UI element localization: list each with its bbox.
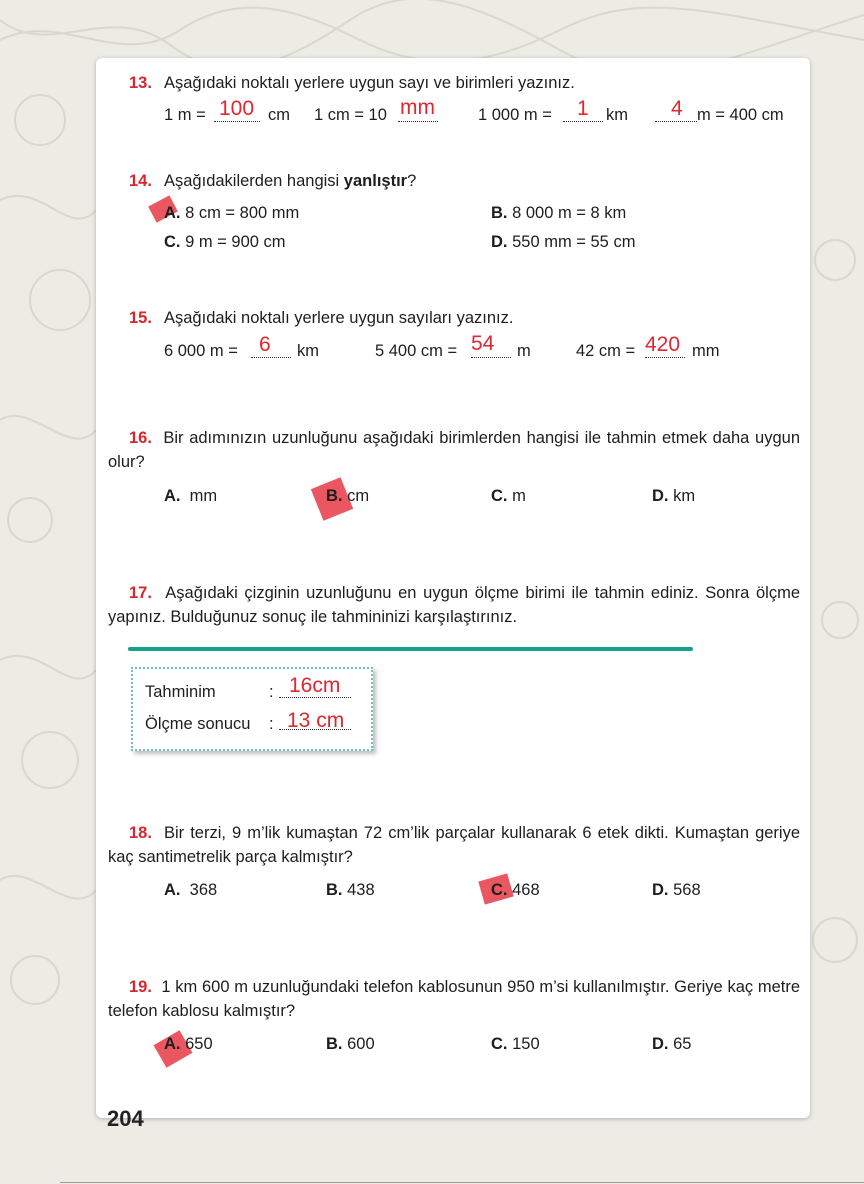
q18-option-d[interactable]: D. 568	[652, 881, 701, 899]
q19-option-d[interactable]: D. 65	[652, 1035, 692, 1053]
measure-value: 13 cm	[287, 709, 345, 732]
q15-item3-post: mm	[692, 342, 720, 360]
q13-number: 13.	[129, 74, 152, 92]
q16-option-d[interactable]: D. km	[652, 487, 696, 505]
q15-number: 15.	[129, 309, 152, 327]
q15-text: Aşağıdaki noktalı yerlere uygun sayıları yazınız.	[164, 309, 514, 327]
q13-item3-post: km	[606, 106, 628, 124]
q14-text: Aşağıdakilerden hangisi yanlıştır?	[164, 172, 417, 190]
q13-item3-pre: 1 000 m =	[478, 106, 552, 124]
estimate-value: 16cm	[289, 674, 341, 697]
q13-item4-answer: 4	[671, 97, 683, 120]
q18-option-a[interactable]: A. 368	[164, 881, 218, 899]
measure-line	[128, 647, 693, 651]
q14-option-c[interactable]: C. 9 m = 900 cm	[164, 233, 286, 251]
q13-item2-blank	[398, 121, 438, 122]
measure-label: Ölçme sonucu	[145, 715, 251, 733]
q14-option-b[interactable]: B. 8 000 m = 8 km	[491, 204, 627, 222]
q15-item3-answer: 420	[645, 333, 681, 356]
estimate-separator: :	[269, 683, 274, 701]
q13-item2-pre: 1 cm = 10	[314, 106, 387, 124]
q16-option-a[interactable]: A. mm	[164, 487, 218, 505]
q13-text: Aşağıdaki noktalı yerlere uygun sayı ve birimleri yazınız.	[164, 74, 575, 92]
q19-option-c[interactable]: C. 150	[491, 1035, 540, 1053]
q19-question: 19. 1 km 600 m uzunluğundaki telefon kablosunun 950 m’si kullanılmıştır. Geriye kaç metre telefon kablosu kalmıştır?	[108, 978, 801, 1020]
q13-item3-answer: 1	[577, 97, 589, 120]
q17-question: 17. Aşağıdaki çizginin uzunluğunu en uygun ölçme birimi ile tahmin ediniz. Sonra ölçme yapınız. Bulduğunuz sonuç ile tahmininizi karşılaştırınız.	[108, 584, 801, 626]
q13-item1-pre: 1 m =	[164, 106, 206, 124]
q13-item2-answer: mm	[400, 96, 435, 119]
q15-item2-blank	[471, 357, 511, 358]
q13-item3-blank	[563, 121, 603, 122]
q19-option-a[interactable]: A. 650	[164, 1035, 213, 1053]
q15-item1-answer: 6	[259, 333, 271, 356]
page-number: 204	[107, 1106, 144, 1131]
q13-item4-post: m = 400 cm	[697, 106, 784, 124]
q16-option-c[interactable]: C. m	[491, 487, 526, 505]
q13-item4-blank	[655, 121, 697, 122]
q13-item1-post: cm	[268, 106, 290, 124]
estimate-label: Tahminim	[145, 683, 216, 701]
q18-question: 18. Bir terzi, 9 m’lik kumaştan 72 cm’lik parçalar kullanarak 6 etek dikti. Kumaştan geriye kaç santimetrelik parça kalmıştır?	[108, 824, 801, 866]
q14-number: 14.	[129, 172, 152, 190]
q16-option-b[interactable]: B. cm	[326, 487, 370, 505]
q15-item1-pre: 6 000 m =	[164, 342, 238, 360]
q15-item3-pre: 42 cm =	[576, 342, 636, 360]
q15-item2-post: m	[517, 342, 531, 360]
q14-option-d[interactable]: D. 550 mm = 55 cm	[491, 233, 636, 251]
q15-item2-answer: 54	[471, 332, 495, 355]
measure-separator: :	[269, 715, 274, 733]
q19-option-b[interactable]: B. 600	[326, 1035, 375, 1053]
q15-item1-post: km	[297, 342, 319, 360]
q13-item1-answer: 100	[219, 97, 255, 120]
q15-item3-blank	[645, 357, 685, 358]
bottom-divider	[60, 1182, 864, 1183]
q13-item1-blank	[214, 121, 260, 122]
q18-option-c[interactable]: C. 468	[491, 881, 540, 899]
q14-option-a[interactable]: A. 8 cm = 800 mm	[164, 204, 300, 222]
q18-option-b[interactable]: B. 438	[326, 881, 375, 899]
q15-item1-blank	[251, 357, 291, 358]
q15-item2-pre: 5 400 cm =	[375, 342, 458, 360]
q16-question: 16. Bir adımınızın uzunluğunu aşağıdaki birimlerden hangisi ile tahmin etmek daha uygun olur?	[108, 429, 800, 471]
